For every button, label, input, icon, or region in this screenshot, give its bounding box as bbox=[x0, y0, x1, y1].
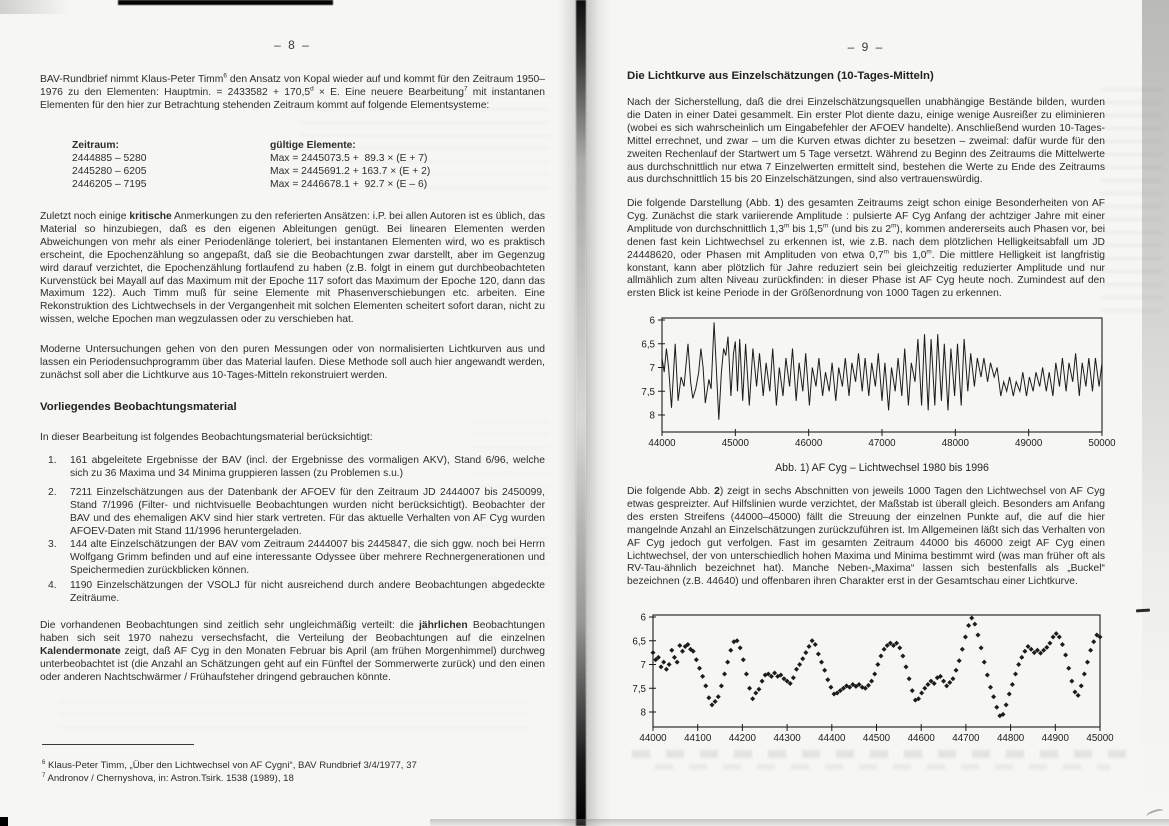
elements-row-cell: 2446205 – 7195 bbox=[72, 178, 147, 190]
svg-text:49000: 49000 bbox=[1015, 438, 1043, 449]
svg-text:8: 8 bbox=[649, 410, 655, 422]
svg-text:44600: 44600 bbox=[907, 733, 935, 744]
svg-text:44200: 44200 bbox=[728, 733, 757, 744]
scan-speck bbox=[0, 817, 8, 826]
footnote-7: $^7$ Andronov / Chernyshova, in: Astron.Tsirk. 1538 (1989), 18 bbox=[42, 772, 294, 784]
page-9 bbox=[627, 0, 1116, 826]
page8-paragraph-intro: BAV-Rundbrief nimmt Klaus-Peter Timm$^6$ den Ansatz von Kopal wieder auf und kommt für den Zeitraum 1950–1976 zu den Elementen: Hauptmin. = 2433582 + 170,5$^d$ × E. Eine neuere Bearbeitung$^7$ mit instantanen Elementen für den hier zur Betrachtung stehenden Zeitraum kommt auf folgende Elementsysteme: bbox=[40, 72, 546, 111]
svg-text:8: 8 bbox=[640, 707, 646, 719]
elements-col-gueltige: gültige Elemente: bbox=[270, 140, 356, 151]
svg-text:44400: 44400 bbox=[818, 733, 846, 744]
section-heading-lichtkurve: Die Lichtkurve aus Einzelschätzungen (10-Tages-Mitteln) bbox=[627, 70, 934, 82]
list-item-text: 7211 Einzelschätzungen aus der Datenbank der AFOEV für den Zeitraum JD 2444007 bis 2450099, Stand 7/1996 (Filter- und nichtvisuelle Beobachtungen wurden nicht berücksichtigt). Beobachter der BAV und des ehemaligen AKV sind hier stark vertreten. Für das aktuelle Verhalten von AF Cyg wurden AFOEV-Daten mit Stand 11/1996 heruntergeladen. bbox=[70, 487, 545, 537]
svg-text:46000: 46000 bbox=[795, 438, 823, 449]
bleedthrough-smudge bbox=[1100, 88, 1162, 318]
list-item bbox=[48, 455, 545, 481]
svg-text:44000: 44000 bbox=[648, 438, 676, 449]
svg-text:44000: 44000 bbox=[639, 733, 667, 744]
page-curl-mark bbox=[1145, 807, 1164, 819]
list-item bbox=[48, 539, 545, 578]
page8-paragraph-methods: Moderne Untersuchungen gehen von den puren Messungen oder von normalisierten Lichtkurven aus und lassen ein Periodensuchprogramm über das Material laufen. Diese Methode soll auch hier angewandt werden, zunächst soll aber die Lichtkurve aus 10-Tages-Mitteln rekonstruiert werden. bbox=[40, 344, 545, 381]
svg-text:45000: 45000 bbox=[1086, 733, 1114, 744]
list-item-number: 1. bbox=[48, 455, 57, 466]
list-item-number: 2. bbox=[48, 487, 57, 498]
list-item-number: 4. bbox=[48, 580, 57, 591]
svg-text:44700: 44700 bbox=[952, 733, 980, 744]
lightcurve-chart-abb2 bbox=[627, 602, 1127, 754]
page-8-number: – 8 – bbox=[274, 38, 311, 52]
footnote-6: $^6$ Klaus-Peter Timm, „Über den Lichtwechsel von AF Cygni“, BAV Rundbrief 3/4/1977, 37 bbox=[42, 759, 417, 771]
elements-row-cell: Max = 2445691.2 + 163.7 × (E + 2) bbox=[270, 165, 431, 177]
svg-text:7: 7 bbox=[640, 660, 646, 671]
elements-table bbox=[72, 140, 532, 192]
svg-text:47000: 47000 bbox=[868, 438, 896, 449]
svg-text:50000: 50000 bbox=[1088, 438, 1116, 449]
list-item-text: 144 alte Einzelschätzungen der BAV vom Zeitraum 2444007 bis 2445847, die sich ggw. noch bei Herrn Wolfgang Grimm befinden und auf eine interessante Odyssee über mehrere Rechnergenerationen und Speichermedien zurückblicken können. bbox=[70, 539, 545, 576]
section-heading-beobachtungsmaterial: Vorliegendes Beobachtungsmaterial bbox=[40, 401, 237, 413]
svg-text:44800: 44800 bbox=[996, 733, 1025, 744]
svg-text:44900: 44900 bbox=[1041, 733, 1069, 744]
chart-abb1-caption: Abb. 1) AF Cyg – Lichtwechsel 1980 bis 1996 bbox=[775, 462, 989, 474]
page9-paragraph-abb2: Die folgende Abb. 2) zeigt in sechs Abschnitten von jeweils 1000 Tagen den Lichtwechsel von AF Cyg etwas gespreizter. Auf Hilfslinien wurde verzichtet, der Maßstab ist überall gleich. Besonders am Anfang des ersten Streifens (44000–45000) fällt die Streuung der einzelnen Punkte auf, die auf die hier mangelnde Anzahl an Einzelschätzungen zurückzuführen ist. Im Allgemeinen läßt sich das Verhalten von AF Cyg jedoch gut verfolgen. Fast im gesamten Zeitraum 44000 bis 46000 zeigt AF Cyg einen Lichtwechsel, der von unterschiedlich hohen Maxima und Minima bestimmt wird (was man früher oft als RV-Tau-ähnlich bezeichnet hat). Manche Neben-„Maxima“ lassen sich bestenfalls als „Buckel“ bezeichnen (z.B. 44640) und offenbaren ihren Charakter erst in der Gesamtschau einer Lichtkurve. bbox=[627, 486, 1105, 588]
svg-text:45000: 45000 bbox=[721, 438, 749, 449]
list-item bbox=[48, 580, 545, 606]
stray-mark bbox=[1136, 609, 1150, 613]
page-edge-shadow-right bbox=[1142, 0, 1169, 826]
svg-text:7,5: 7,5 bbox=[641, 386, 655, 398]
list-item-text: 161 abgeleitete Ergebnisse der BAV (incl. der Ergebnisse des vormaligen AKV), Stand 6/96, welche sich zu 36 Maxima und 34 Minima gruppieren lassen (zu Problemen s.u.) bbox=[70, 455, 545, 479]
svg-text:6,5: 6,5 bbox=[641, 339, 655, 351]
list-item bbox=[48, 487, 545, 539]
svg-text:44300: 44300 bbox=[773, 733, 801, 744]
page8-paragraph-critique: Zuletzt noch einige kritische Anmerkungen zu den referierten Ansätzen: i.P. bei allen Autoren ist es üblich, das Material so hinzubiegen, daß es den eigenen Ableitungen genügt. Bei linearen Elementen werden Abweichungen von mehr als einer Periodenlänge toleriert, bei instantanen Elementen wird, wo es praktisch erscheint, die Epochenzählung so angepaßt, daß sie die Beobachtungen zwar darstellt, aber im Gegenzug wird darauf verzichtet, die Epochenzählung fortlaufend zu haben (z.B. folgt in einem gut durchbeobachteten Kurvenstück bei Mayall auf das Maximum mit der Epoche 117 sofort das Maximum der Epoche 120, dann das Maximum 122). Auch Timm muß für seine Elemente mit Phasenverschiebungen etc. arbeiten. Eine Rekonstruktion des Lichtwechsels in der Vergangenheit mit solchen Elementen scheitert sofort daran, nicht zu wissen, welche Epochen man wegzulassen oder zu verschieben hat. bbox=[40, 211, 545, 326]
gutter-shadow-fade bbox=[586, 0, 612, 826]
list-item-number: 3. bbox=[48, 539, 57, 550]
svg-text:48000: 48000 bbox=[941, 438, 969, 449]
elements-col-zeitraum: Zeitraum: bbox=[72, 140, 119, 151]
elements-row-cell: 2444885 – 5280 bbox=[72, 152, 147, 164]
page9-paragraph-data-prep: Nach der Sicherstellung, daß die drei Einzelschätzungsquellen unabhängige Bestände bilden, wurden die Daten in einer Datei gesammelt. Ein erster Plot diente dazu, einige wenige Ausreißer zu eliminieren (wobei es sich wahrscheinlich um Eingabefehler der AFOEV handelte). Anschließend wurden 10-Tages-Mittel errechnet, und zwar – um die Kurven etwas dichter zu besetzen – zweimal: dafür wurde für den zweiten Rechenlauf der Startwert um 5 Tage versetzt. Während zu Beginn des Zeitraums die Mittelwerte aus durchschnittlich nur etwa 7 Einzelwerten ermittelt sind, bestehen die Werte zu Ende des Zeitraums aus durchschnittlich 15 bis 20 Einzelschätzungen, sind also vertrauenswürdig. bbox=[627, 97, 1105, 186]
list-item-text: 1190 Einzelschätzungen der VSOLJ für nicht ausreichend durch andere Beobachtungen abgedeckte Zeiträume. bbox=[70, 580, 545, 604]
svg-text:44500: 44500 bbox=[862, 733, 891, 744]
page-8 bbox=[40, 0, 545, 826]
elements-row-cell: 2445280 – 6205 bbox=[72, 165, 147, 177]
page9-paragraph-abb1: Die folgende Darstellung (Abb. 1) des gesamten Zeitraums zeigt schon einige Besonderheiten von AF Cyg. Zunächst die stark variierende Amplitude : pulsierte AF Cyg Anfang der achtziger Jahre mit einer Amplitude von durchschnittlich 1,3$^m$ bis 1,5$^m$ (und bis zu 2$^m$), kommen andererseits auch Phasen vor, bei denen fast kein Lichtwechsel zu erkennen ist, wie z.B. nach dem plötzlichen Helligkeitsabfall um JD 24448620, oder Phasen mit Amplituden von etwa 0,7$^m$ bis 1,0$^m$. Die mittlere Helligkeit ist langfristig konstant, kann aber plötzlich für Jahre reduziert sein bei gleichzeitig reduzierter Amplitude und nur allmählich zum alten Niveau zurückfinden: in dieser Phase ist AF Cyg heute noch. Zumindest auf den ersten Blick ist keine Periode in der Größenordnung von 1000 Tagen zu erkennen. bbox=[627, 198, 1105, 300]
footnote-divider bbox=[42, 744, 194, 745]
page8-paragraph-distribution: Die vorhandenen Beobachtungen sind zeitlich sehr ungleichmäßig verteilt: die jährlichen Beobachtungen haben sich seit 1970 nahezu versechsfacht, die Verteilung der Beobachtungen auf die einzelnen Kalendermonate zeigt, daß AF Cyg in den Monaten Februar bis April (am frühen Morgenhimmel) durchweg unterbeobachtet ist (die Anzahl an Schätzungen geht auf ein Fünftel der Sommerwerte zurück) und den einen oder anderen Nachtschwärmer / Frühaufsteher dringend gebrauchen könnte. bbox=[40, 620, 545, 683]
elements-row-cell: Max = 2445073.5 + 89.3 × (E + 7) bbox=[270, 152, 428, 164]
svg-text:7: 7 bbox=[649, 363, 655, 374]
elements-row-cell: Max = 2446678.1 + 92.7 × (E – 6) bbox=[270, 178, 428, 190]
list-intro: In dieser Bearbeitung ist folgendes Beobachtungsmaterial berücksichtigt: bbox=[40, 432, 373, 443]
gutter-shadow-core bbox=[576, 0, 586, 826]
page-9-number: – 9 – bbox=[847, 40, 885, 54]
svg-text:44100: 44100 bbox=[684, 733, 712, 744]
svg-text:6,5: 6,5 bbox=[632, 636, 646, 648]
svg-text:6: 6 bbox=[640, 612, 646, 624]
svg-text:7,5: 7,5 bbox=[632, 683, 646, 695]
lightcurve-chart-abb1 bbox=[627, 314, 1127, 474]
svg-text:6: 6 bbox=[649, 315, 655, 327]
gutter-shadow-left bbox=[558, 0, 576, 826]
